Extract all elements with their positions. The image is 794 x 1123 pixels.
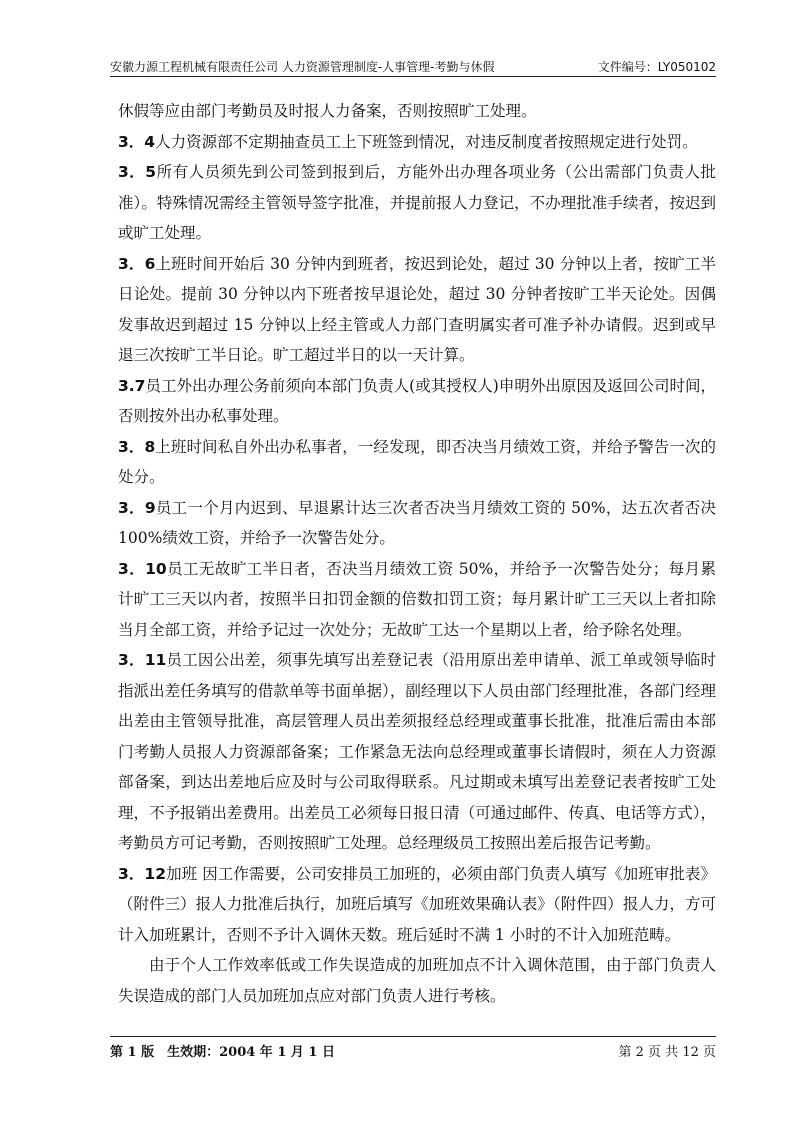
clause-number: 3．11 bbox=[118, 651, 167, 669]
clause-text: 加班 因工作需要，公司安排员工加班的，必须由部门负责人填写《加班审批表》（附件三）报人力批准后执行，加班后填写《加班效果确认表》（附件四）报人力，方可计入加班累计，否则不予计入调休天数。班后延时不满 1 小时的不计入加班范畴。 bbox=[118, 864, 716, 944]
clause-3-8 bbox=[118, 432, 716, 493]
clause-number: 3．9 bbox=[118, 498, 156, 517]
clause-number: 3．12 bbox=[118, 864, 166, 883]
clause-text: 员工一个月内迟到、早退累计达三次者否决当月绩效工资的 50%，达五次者否决 100%绩效工资，并给予一次警告处分。 bbox=[118, 498, 716, 547]
page-footer bbox=[110, 1036, 716, 1059]
version-effective-date: 第 1 版 生效期：2004 年 1 月 1 日 bbox=[110, 1045, 335, 1060]
page-header bbox=[110, 56, 716, 77]
clause-text: 员工无故旷工半日者，否决当月绩效工资 50%，并给予一次警告处分；每月累计旷工三天以内者，按照半日扣罚金额的倍数扣罚工资；每月累计旷工三天以上者扣除当月全部工资，并给予记过一次处分；无故旷工达一个星期以上者，给予除名处理。 bbox=[118, 559, 716, 639]
clause-text: 员工外出办理公务前须向本部门负责人(或其授权人)申明外出原因及返回公司时间，否则按外出办私事处理。 bbox=[118, 376, 716, 425]
clause-3-6 bbox=[118, 249, 716, 371]
clause-text: 人力资源部不定期抽查员工上下班签到情况，对违反制度者按照规定进行处罚。 bbox=[155, 132, 698, 151]
clause-text: 上班时间开始后 30 分钟内到班者，按迟到论处，超过 30 分钟以上者，按旷工半日论处。提前 30 分钟以内下班者按早退论处，超过 30 分钟者按旷工半天论处。因偶发事故迟到超过 15 分钟以上经主管或人力部门查明属实者可准予补办请假。迟到或早退三次按旷工半日论。旷工超过半日的以一天计算。 bbox=[118, 254, 716, 364]
header-title: 安徽力源工程机械有限责任公司 人力资源管理制度-人事管理-考勤与休假 bbox=[110, 60, 495, 74]
clause-number: 3．6 bbox=[118, 254, 156, 273]
clause-number: 3．10 bbox=[118, 559, 167, 578]
clause-3-10 bbox=[118, 554, 716, 646]
clause-text: 员工因公出差，须事先填写出差登记表（沿用原出差申请单、派工单或领导临时指派出差任务填写的借款单等书面单据），副经理以下人员由部门经理批准，各部门经理出差由主管领导批准，高层管理人员出差须报经总经理或董事长批准，批准后需由本部门考勤人员报人力资源部备案；工作紧急无法向总经理或董事长请假时，须在人力资源部备案，到达出差地后应及时与公司取得联系。凡过期或未填写出差登记表者按旷工处理，不予报销出差费用。出差员工必须每日报日清（可通过邮件、传真、电话等方式），考勤员方可记考勤，否则按照旷工处理。总经理级员工按照出差后报告记考勤。 bbox=[118, 651, 716, 852]
page-number: 第 2 页 共 12 页 bbox=[618, 1045, 716, 1060]
closing-paragraph: 由于个人工作效率低或工作失误造成的加班加点不计入调休范围，由于部门负责人失误造成的部门人员加班加点应对部门负责人进行考核。 bbox=[118, 956, 716, 1005]
clause-number: 3．8 bbox=[118, 437, 156, 456]
clause-3-5 bbox=[118, 157, 716, 249]
clause-number: 3．5 bbox=[118, 163, 157, 181]
clause-3-9 bbox=[118, 493, 716, 554]
clause-text: 上班时间私自外出办私事者，一经发现，即否决当月绩效工资，并给予警告一次的处分。 bbox=[118, 437, 716, 486]
document-body bbox=[118, 96, 716, 1011]
document-number: 文件编号：LY050102 bbox=[597, 60, 716, 74]
clause-number: 3．4 bbox=[118, 132, 156, 151]
clause-3-7 bbox=[118, 371, 716, 432]
clause-3-4 bbox=[118, 127, 716, 158]
clause-text: 所有人员须先到公司签到报到后，方能外出办理各项业务（公出需部门负责人批准）。特殊情况需经主管领导签字批准，并提前报人力登记，不办理批准手续者，按迟到或旷工处理。 bbox=[118, 163, 716, 242]
clause-3-11 bbox=[118, 645, 716, 859]
clause-3-12 bbox=[118, 859, 716, 951]
paragraph-continuation: 休假等应由部门考勤员及时报人力备案，否则按照旷工处理。 bbox=[118, 102, 537, 120]
clause-number: 3.7 bbox=[118, 376, 146, 395]
